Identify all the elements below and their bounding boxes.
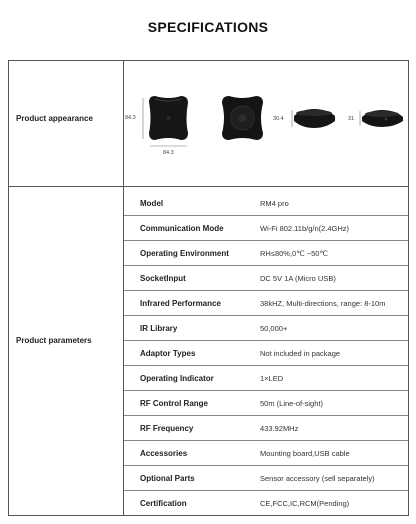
row-value: Mounting board,USB cable — [260, 449, 350, 458]
dim-height-side: 30.4 — [273, 116, 284, 122]
appearance-images — [124, 61, 408, 186]
row-label: Operating Indicator — [140, 374, 214, 383]
table-row — [124, 241, 408, 266]
row-value: 38kHZ, Multi-directions, range: 8-10m — [260, 299, 386, 308]
product-images — [124, 61, 408, 186]
row-label: RF Control Range — [140, 399, 208, 408]
row-value: 433.92MHz — [260, 424, 299, 433]
dim-width-front: 84.3 — [163, 150, 174, 156]
params-label: Product parameters — [16, 336, 92, 345]
device-top-view-image — [222, 96, 263, 140]
row-value: Not included in package — [260, 349, 341, 358]
dim-height-side2: 31 — [348, 116, 355, 122]
row-label: RF Frequency — [140, 424, 194, 433]
row-label: Operating Environment — [140, 249, 229, 258]
row-label: Infrared Performance — [140, 299, 221, 308]
row-value: 50,000+ — [260, 324, 288, 333]
row-value: 50m (Line-of-sight) — [260, 399, 323, 408]
row-value: CE,FCC,IC,RCM(Pending) — [260, 499, 350, 508]
table-row — [124, 391, 408, 416]
table-row — [124, 366, 408, 391]
specs-table — [8, 60, 409, 516]
table-row — [124, 416, 408, 441]
row-label: Certification — [140, 499, 187, 508]
table-row — [124, 266, 408, 291]
row-label: Communication Mode — [140, 224, 224, 233]
table-row — [124, 441, 408, 466]
params-list — [124, 187, 408, 516]
row-label: Adaptor Types — [140, 349, 196, 358]
table-row — [124, 491, 408, 516]
device-side-view-2-image — [362, 110, 403, 127]
page-title: SPECIFICATIONS — [147, 19, 269, 35]
row-label: Model — [140, 199, 164, 208]
device-front-view-image — [149, 96, 188, 140]
table-row — [124, 191, 408, 216]
row-label: SocketInput — [140, 274, 186, 283]
row-value: RM4 pro — [260, 199, 289, 208]
row-label: Optional Parts — [140, 474, 195, 483]
table-row — [124, 341, 408, 366]
table-row — [124, 316, 408, 341]
row-value: DC 5V 1A (Micro USB) — [260, 274, 336, 283]
table-row — [124, 216, 408, 241]
row-value: RH≤80%,0℃ ~50℃ — [260, 249, 328, 258]
row-value: Sensor accessory (sell separately) — [260, 474, 375, 483]
device-side-view-image — [294, 109, 335, 128]
row-value: Wi-Fi 802.11b/g/n(2.4GHz) — [260, 224, 350, 233]
row-label: IR Library — [140, 324, 178, 333]
table-row — [124, 291, 408, 316]
dim-height-front: 84.3 — [125, 115, 136, 121]
row-value: 1×LED — [260, 374, 284, 383]
table-row — [124, 466, 408, 491]
appearance-label: Product appearance — [16, 114, 93, 123]
row-label: Accessories — [140, 449, 188, 458]
